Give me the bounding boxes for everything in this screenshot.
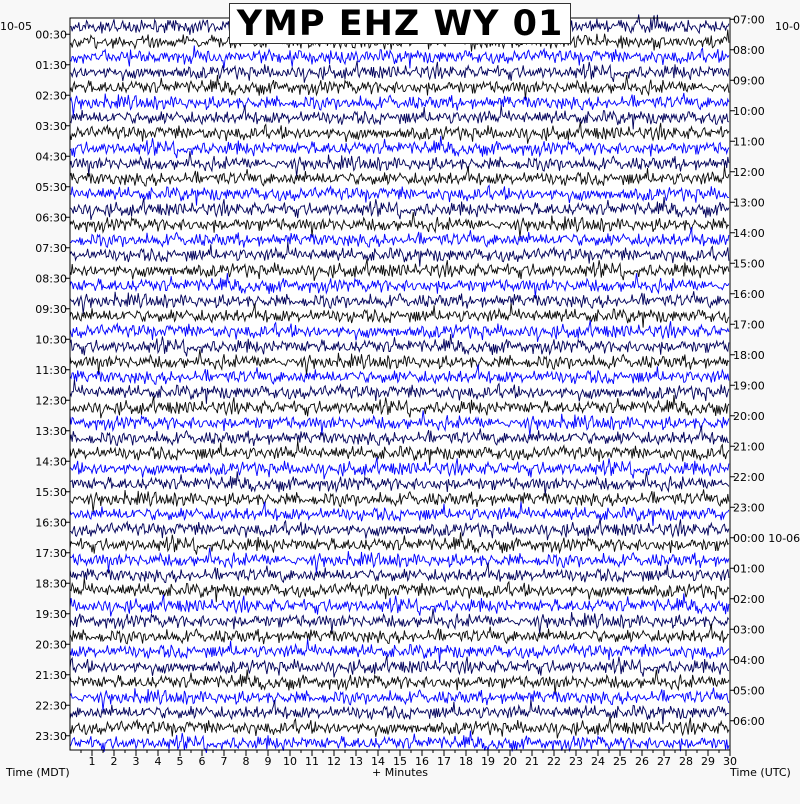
right-tick-label: 11:00 — [733, 135, 765, 149]
x-tick-label: 1 — [88, 755, 96, 768]
right-tick-label: 14:00 — [733, 226, 765, 240]
left-tick-label: 03:30 — [35, 119, 67, 133]
x-tick-label: 30 — [723, 755, 737, 768]
left-tick-label: 12:30 — [35, 394, 67, 408]
x-tick-label: 18 — [459, 755, 473, 768]
left-tick-label: 18:30 — [35, 577, 67, 591]
left-tick-label: 23:30 — [35, 729, 67, 743]
left-tick-label: 07:30 — [35, 241, 67, 255]
x-tick-label: 5 — [176, 755, 184, 768]
right-tick-label: 03:00 — [733, 623, 765, 637]
x-tick-label: 23 — [569, 755, 583, 768]
left-date-label: 10-05 — [0, 20, 32, 33]
x-tick-label: 26 — [635, 755, 649, 768]
x-tick-label: 22 — [547, 755, 561, 768]
right-axis-caption: Time (UTC) — [730, 766, 791, 779]
x-axis-caption: + Minutes — [371, 766, 429, 779]
right-tick-label: 00:00 10-06 — [733, 531, 800, 545]
x-tick-label: 8 — [242, 755, 250, 768]
right-tick-label: 21:00 — [733, 440, 765, 454]
x-tick-label: 13 — [349, 755, 363, 768]
x-tick-label: 12 — [327, 755, 341, 768]
left-tick-label: 08:30 — [35, 272, 67, 286]
left-tick-label: 00:30 — [35, 28, 67, 42]
right-tick-label: 17:00 — [733, 318, 765, 332]
x-tick-label: 15 — [393, 755, 407, 768]
x-tick-label: 29 — [701, 755, 715, 768]
x-tick-label: 20 — [503, 755, 517, 768]
left-tick-label: 16:30 — [35, 516, 67, 530]
x-tick-label: 16 — [415, 755, 429, 768]
x-tick-label: 24 — [591, 755, 605, 768]
right-tick-label: 07:00 — [733, 13, 765, 27]
right-tick-label: 04:00 — [733, 653, 765, 667]
left-tick-label: 22:30 — [35, 699, 67, 713]
x-tick-label: 3 — [132, 755, 140, 768]
right-tick-label: 09:00 — [733, 74, 765, 88]
right-tick-label: 08:00 — [733, 43, 765, 57]
right-tick-label: 19:00 — [733, 379, 765, 393]
left-tick-label: 04:30 — [35, 150, 67, 164]
right-tick-label: 13:00 — [733, 196, 765, 210]
x-tick-label: 17 — [437, 755, 451, 768]
right-tick-label: 16:00 — [733, 287, 765, 301]
x-tick-label: 10 — [283, 755, 297, 768]
left-tick-label: 17:30 — [35, 546, 67, 560]
right-tick-label: 06:00 — [733, 714, 765, 728]
x-tick-label: 21 — [525, 755, 539, 768]
x-tick-label: 2 — [110, 755, 118, 768]
x-tick-label: 14 — [371, 755, 385, 768]
left-tick-label: 20:30 — [35, 638, 67, 652]
chart-title: YMP EHZ WY 01 — [229, 3, 571, 44]
left-tick-label: 01:30 — [35, 58, 67, 72]
left-tick-label: 06:30 — [35, 211, 67, 225]
right-tick-label: 15:00 — [733, 257, 765, 271]
x-tick-label: 6 — [198, 755, 206, 768]
right-tick-label: 10:00 — [733, 104, 765, 118]
x-tick-label: 4 — [154, 755, 162, 768]
x-tick-label: 7 — [220, 755, 228, 768]
right-tick-label: 05:00 — [733, 684, 765, 698]
left-tick-label: 21:30 — [35, 668, 67, 682]
x-tick-label: 11 — [305, 755, 319, 768]
left-axis-caption: Time (MDT) — [6, 766, 70, 779]
left-tick-label: 13:30 — [35, 424, 67, 438]
right-tick-label: 22:00 — [733, 470, 765, 484]
left-tick-label: 14:30 — [35, 455, 67, 469]
right-tick-label: 02:00 — [733, 592, 765, 606]
left-tick-label: 09:30 — [35, 302, 67, 316]
left-tick-label: 10:30 — [35, 333, 67, 347]
left-tick-label: 19:30 — [35, 607, 67, 621]
x-tick-label: 25 — [613, 755, 627, 768]
x-tick-label: 9 — [264, 755, 272, 768]
right-tick-label: 20:00 — [733, 409, 765, 423]
right-tick-label: 01:00 — [733, 562, 765, 576]
right-tick-label: 18:00 — [733, 348, 765, 362]
right-tick-label: 12:00 — [733, 165, 765, 179]
right-date-label: 10-0 — [775, 20, 800, 33]
left-tick-label: 15:30 — [35, 485, 67, 499]
right-tick-label: 23:00 — [733, 501, 765, 515]
x-tick-label: 28 — [679, 755, 693, 768]
left-tick-label: 02:30 — [35, 89, 67, 103]
x-tick-label: 19 — [481, 755, 495, 768]
x-tick-label: 27 — [657, 755, 671, 768]
left-tick-label: 05:30 — [35, 180, 67, 194]
left-tick-label: 11:30 — [35, 363, 67, 377]
